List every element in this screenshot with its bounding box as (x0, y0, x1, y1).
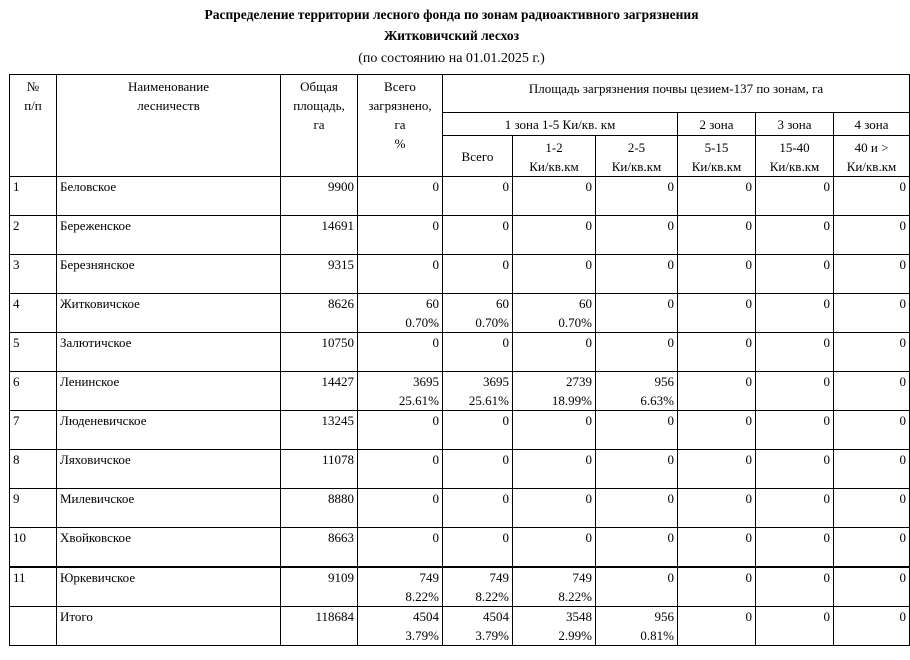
cell-zone1-total: 0 (443, 216, 513, 255)
cell-zone3: 0 (756, 528, 834, 568)
col-header-zone4-range: 40 и > Ки/кв.км (834, 136, 910, 177)
col-header-zone1-1-2: 1-2 Ки/кв.км (513, 136, 596, 177)
cell-forestry-name: Береженское (57, 216, 281, 255)
cell-number: 4 (10, 294, 57, 333)
cell-zone1-1-2: 0 (513, 216, 596, 255)
cell-forestry-name: Хвойковское (57, 528, 281, 568)
cell-zone4: 0 (834, 294, 910, 333)
cell-zone1-1-2: 0 (513, 255, 596, 294)
cell-forestry-name: Милевичское (57, 489, 281, 528)
cell-total-polluted: 0 (358, 216, 443, 255)
cell-total-polluted: 60 0.70% (358, 294, 443, 333)
cell-number: 6 (10, 372, 57, 411)
cell-zone1-1-2: 60 0.70% (513, 294, 596, 333)
cell-zone1-2-5: 0 (596, 489, 678, 528)
cell-total-area: 14427 (281, 372, 358, 411)
cell-number: 7 (10, 411, 57, 450)
cell-zone2: 0 (678, 567, 756, 607)
col-header-total-polluted: Всего загрязнено, га % (358, 75, 443, 177)
cell-zone1-total: 749 8.22% (443, 567, 513, 607)
cell-zone4: 0 (834, 489, 910, 528)
cell-zone1-total: 0 (443, 255, 513, 294)
cell-zone1-total: 0 (443, 177, 513, 216)
cell-zone1-total: 0 (443, 489, 513, 528)
cell-forestry-name: Беловское (57, 177, 281, 216)
col-header-zone1-2-5: 2-5 Ки/кв.км (596, 136, 678, 177)
cell-zone1-total: 0 (443, 411, 513, 450)
cell-zone2: 0 (678, 528, 756, 568)
cell-zone4: 0 (834, 216, 910, 255)
cell-total-area: 11078 (281, 450, 358, 489)
header-row-1 (10, 75, 910, 113)
cell-zone3: 0 (756, 216, 834, 255)
cell-total-polluted: 4504 3.79% (358, 607, 443, 646)
cell-total-area: 9900 (281, 177, 358, 216)
cell-total-polluted: 0 (358, 333, 443, 372)
cell-zone4: 0 (834, 255, 910, 294)
cell-number: 1 (10, 177, 57, 216)
cell-zone1-1-2: 0 (513, 333, 596, 372)
report-subtitle: Житковичский лесхоз (383, 28, 520, 43)
cell-zone2: 0 (678, 294, 756, 333)
table-row (10, 450, 910, 489)
cell-number: 5 (10, 333, 57, 372)
cell-forestry-name: Ляховичское (57, 450, 281, 489)
cell-number: 2 (10, 216, 57, 255)
cell-zone3: 0 (756, 450, 834, 489)
cell-zone3: 0 (756, 411, 834, 450)
cell-zone4: 0 (834, 333, 910, 372)
cell-total-polluted: 0 (358, 255, 443, 294)
cell-zone1-1-2: 0 (513, 411, 596, 450)
cell-total-area: 10750 (281, 333, 358, 372)
cell-number: 8 (10, 450, 57, 489)
cell-zone2: 0 (678, 255, 756, 294)
cell-zone1-2-5: 0 (596, 255, 678, 294)
cell-zone3: 0 (756, 333, 834, 372)
col-header-zone2-range: 5-15 Ки/кв.км (678, 136, 756, 177)
table-row (10, 255, 910, 294)
cell-total-polluted: 3695 25.61% (358, 372, 443, 411)
cell-total-polluted: 0 (358, 489, 443, 528)
cell-total-polluted: 0 (358, 411, 443, 450)
col-header-zone-area: Площадь загрязнения почвы цезием-137 по зонам, га (443, 75, 910, 113)
cell-zone1-2-5: 0 (596, 450, 678, 489)
col-header-zone4: 4 зона (834, 113, 910, 136)
cell-total-area: 8626 (281, 294, 358, 333)
cell-zone4: 0 (834, 528, 910, 568)
cell-zone3: 0 (756, 567, 834, 607)
cell-zone2: 0 (678, 177, 756, 216)
cell-zone1-1-2: 0 (513, 450, 596, 489)
cell-total-polluted: 0 (358, 177, 443, 216)
radiation-zone-table (9, 74, 910, 646)
cell-number (10, 607, 57, 646)
col-header-total-area: Общая площадь, га (281, 75, 358, 177)
col-header-zone2: 2 зона (678, 113, 756, 136)
cell-zone3: 0 (756, 372, 834, 411)
table-row (10, 372, 910, 411)
table-row (10, 177, 910, 216)
cell-total-area: 8880 (281, 489, 358, 528)
cell-number: 9 (10, 489, 57, 528)
cell-zone3: 0 (756, 255, 834, 294)
cell-zone2: 0 (678, 333, 756, 372)
cell-zone2: 0 (678, 607, 756, 646)
table-row (10, 294, 910, 333)
cell-total-area: 9109 (281, 567, 358, 607)
cell-forestry-name: Житковичское (57, 294, 281, 333)
cell-zone1-2-5: 956 6.63% (596, 372, 678, 411)
table-row (10, 411, 910, 450)
cell-zone2: 0 (678, 411, 756, 450)
cell-zone3: 0 (756, 489, 834, 528)
cell-zone2: 0 (678, 372, 756, 411)
cell-zone3: 0 (756, 294, 834, 333)
table-row (10, 567, 910, 607)
cell-zone1-total: 4504 3.79% (443, 607, 513, 646)
cell-zone1-1-2: 2739 18.99% (513, 372, 596, 411)
report-date: (по состоянию на 01.01.2025 г.) (358, 51, 545, 66)
cell-zone1-total: 60 0.70% (443, 294, 513, 333)
cell-zone4: 0 (834, 177, 910, 216)
cell-forestry-name: Люденевичское (57, 411, 281, 450)
cell-zone1-1-2: 0 (513, 528, 596, 568)
col-header-zone1: 1 зона 1-5 Ки/кв. км (443, 113, 678, 136)
total-row (10, 607, 910, 646)
col-header-zone3-range: 15-40 Ки/кв.км (756, 136, 834, 177)
cell-forestry-name: Березнянское (57, 255, 281, 294)
cell-zone4: 0 (834, 567, 910, 607)
cell-total-polluted: 749 8.22% (358, 567, 443, 607)
cell-zone1-1-2: 749 8.22% (513, 567, 596, 607)
cell-total-area: 118684 (281, 607, 358, 646)
table-row (10, 216, 910, 255)
cell-zone1-2-5: 0 (596, 567, 678, 607)
cell-zone2: 0 (678, 489, 756, 528)
cell-zone4: 0 (834, 372, 910, 411)
cell-total-area: 9315 (281, 255, 358, 294)
cell-zone1-2-5: 0 (596, 177, 678, 216)
cell-zone1-2-5: 0 (596, 333, 678, 372)
cell-forestry-name: Залютичское (57, 333, 281, 372)
col-header-name: Наименование лесничеств (57, 75, 281, 177)
cell-zone1-total: 0 (443, 450, 513, 489)
cell-zone1-1-2: 0 (513, 489, 596, 528)
col-header-number: № п/п (10, 75, 57, 177)
cell-zone1-2-5: 0 (596, 528, 678, 568)
table-row (10, 489, 910, 528)
report-title: Распределение территории лесного фонда по зонам радиоактивного загрязнения (204, 7, 699, 22)
cell-total-area: 8663 (281, 528, 358, 568)
table-row (10, 333, 910, 372)
cell-zone1-total: 0 (443, 528, 513, 568)
cell-zone2: 0 (678, 216, 756, 255)
col-header-zone1-total: Всего (443, 136, 513, 177)
cell-number: 3 (10, 255, 57, 294)
cell-forestry-name: Юркевичское (57, 567, 281, 607)
cell-zone2: 0 (678, 450, 756, 489)
cell-zone1-1-2: 0 (513, 177, 596, 216)
cell-total-area: 13245 (281, 411, 358, 450)
cell-total-polluted: 0 (358, 450, 443, 489)
cell-zone4: 0 (834, 607, 910, 646)
cell-forestry-name: Итого (57, 607, 281, 646)
cell-zone3: 0 (756, 177, 834, 216)
cell-zone1-total: 3695 25.61% (443, 372, 513, 411)
cell-zone1-2-5: 0 (596, 294, 678, 333)
cell-zone1-2-5: 0 (596, 411, 678, 450)
cell-number: 11 (10, 567, 57, 607)
cell-zone1-2-5: 0 (596, 216, 678, 255)
cell-total-polluted: 0 (358, 528, 443, 568)
table-row (10, 528, 910, 568)
col-header-zone3: 3 зона (756, 113, 834, 136)
cell-zone1-1-2: 3548 2.99% (513, 607, 596, 646)
cell-forestry-name: Ленинское (57, 372, 281, 411)
cell-zone4: 0 (834, 450, 910, 489)
cell-zone1-2-5: 956 0.81% (596, 607, 678, 646)
cell-zone1-total: 0 (443, 333, 513, 372)
cell-zone3: 0 (756, 607, 834, 646)
cell-total-area: 14691 (281, 216, 358, 255)
cell-zone4: 0 (834, 411, 910, 450)
cell-number: 10 (10, 528, 57, 568)
